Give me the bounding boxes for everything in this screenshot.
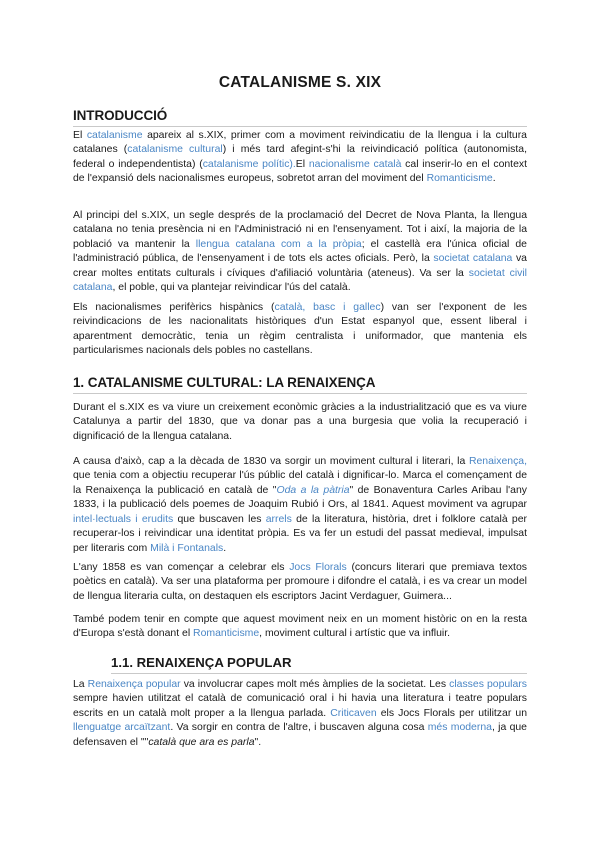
text-run: El (295, 158, 309, 170)
section1-paragraph-1 (73, 401, 527, 444)
text-run: Durant el s.XIX es va viure un creixement econòmic gràcies a la industrialització que es va viure Catalunya a partir del 1830, que va donar pas a una burgesia que volia la recuperació i dignificació de la llengua catalana. (73, 402, 527, 442)
document-title: CATALANISME S. XIX (218, 74, 382, 91)
text-run: català que ara es parla (148, 736, 255, 748)
text-run: cal inserir-lo en el context de l'expansió dels nacionalismes europeus, sobretot arran del moviment del (73, 158, 527, 185)
text-run: La (73, 679, 88, 690)
text-run: " de Bonaventura Carles Aribau l'any 1833, i la publicació dels poemes de Joaquim Rubió i Ors, al 1841. Aquest moviment va agrupar (73, 484, 527, 511)
text-run: Al principi del s.XIX, un segle després de la proclamació del Decret de Nova Planta, la llengua catalana no tenia presència ni en l'Administració ni en l'ensenyament. Tot i així, la majoria de la població va mantenir la (73, 210, 527, 250)
inline-link[interactable]: català, basc i gallec (274, 302, 381, 313)
inline-link[interactable]: Renaixença, (468, 456, 527, 467)
inline-link[interactable]: catalanisme polític). (202, 158, 296, 170)
inline-link[interactable]: llenguatge arcaïtzant (73, 722, 171, 734)
intro-paragraph-3 (73, 301, 527, 359)
heading-catalanisme-cultural: 1. CATALANISME CULTURAL: LA RENAIXENÇA (73, 375, 527, 394)
text-run: sempre havien utilitzat el català de comunicació oral i hi havia una literatura i teatre populars escrits en un català molt proper a la llengua parlada. (73, 693, 527, 719)
heading-introduccio: INTRODUCCIÓ (73, 108, 527, 127)
text-run: ". (254, 736, 262, 748)
intro-paragraph-2 (73, 209, 527, 296)
text-run: , ja que defensaven el "" (73, 722, 527, 748)
inline-link[interactable]: Oda a la pàtria (276, 484, 350, 496)
text-run: que buscaven les (173, 513, 266, 525)
inline-link[interactable]: Romanticisme (193, 628, 260, 640)
inline-link[interactable]: arrels (265, 513, 292, 525)
text-run: ) i més tard afegint-s'hi la reivindicació política (autonomista, federal o independentista) ( (73, 144, 527, 170)
text-run: de la literatura, història, dret i folklore català per recuperar-los i reivindicar una identitat pròpia. Es va fer un estudi del passat medieval, impulsat per literaris com (73, 513, 527, 554)
text-run: (concurs literari que premiava textos poètics en català). Va ser una plataforma per promoure i difondre el català, i es va crear un model de llengua literaria culta, on destaquen els escriptors Jacint Verdaguer, Guimera... (73, 562, 527, 602)
text-run: apareix al s.XIX, primer com a moviment reivindicatiu de la llengua i la cultura catalanes ( (73, 130, 527, 156)
intro-paragraph-1 (73, 129, 527, 187)
text-run: També podem tenir en compte que aquest moviment neix en un moment històric on en la resta d'Europa s'està donant el (73, 614, 527, 640)
text-run: els Jocs Florals per utilitzar un (376, 707, 527, 719)
inline-link[interactable]: Jocs Florals (289, 562, 347, 573)
text-run: ; el castellà era l'única oficial de l'administració pública, de l'ensenyament i de tots els actes oficials. Però, la (73, 238, 527, 265)
inline-link[interactable]: Romanticisme (426, 173, 493, 185)
inline-link[interactable]: Criticaven (330, 707, 377, 719)
inline-link[interactable]: intel·lectuals i erudits (73, 513, 174, 525)
heading-renaixenca-popular: 1.1. RENAIXENÇA POPULAR (111, 655, 527, 674)
text-run: . (223, 542, 227, 554)
text-run: , moviment cultural i artístic que va influir. (259, 628, 451, 640)
inline-link[interactable]: Milà i Fontanals (150, 542, 224, 554)
inline-link[interactable]: nacionalisme català (308, 158, 402, 170)
text-run: Els nacionalismes perifèrics hispànics ( (73, 302, 275, 313)
text-run: . Va sorgir en contra de l'altre, i buscaven alguna cosa (170, 722, 428, 734)
text-run: El (73, 130, 87, 141)
inline-link[interactable]: més moderna (427, 722, 492, 734)
text-run: va involucrar capes molt més àmplies de la societat. Les (180, 679, 450, 690)
section11-paragraph-1 (73, 678, 527, 750)
text-run: . (492, 173, 496, 185)
section1-paragraph-2 (73, 455, 527, 556)
section1-paragraph-3 (73, 561, 527, 604)
inline-link[interactable]: catalanisme cultural (127, 144, 223, 156)
section1-paragraph-4 (73, 613, 527, 642)
inline-link[interactable]: societat catalana (433, 253, 513, 265)
text-run: ) van ser l'exponent de les reivindicacions de les nacionalitats històriques d'un Estat espanyol que, essent liberal i aparentment democràtic, tenia un règim centralista i uniformador, que mantenia els particularismes nacionals dels pobles no castellans. (73, 302, 527, 357)
inline-link[interactable]: classes populars (449, 679, 527, 690)
inline-link[interactable]: societat civil catalana (73, 267, 528, 294)
text-run: L'any 1858 es van començar a celebrar els (73, 562, 290, 573)
text-run: A causa d'això, cap a la dècada de 1830 va sorgir un moviment cultural i literari, la (73, 456, 469, 467)
text-run: , el poble, qui va plantejar reivindicar l'ús del català. (112, 282, 351, 294)
text-run: que tenia com a objectiu recuperar l'ús públic del català i dignificar-lo. Marca el començament de la Renaixença la publicació en català de " (73, 470, 527, 496)
inline-link[interactable]: catalanisme (86, 130, 143, 141)
inline-link[interactable]: Renaixença popular (87, 679, 181, 690)
text-run: va crear moltes entitats culturals i cíviques d'afiliació voluntària (ateneus). Va ser la (73, 253, 527, 279)
inline-link[interactable]: llengua catalana com a la pròpia (195, 238, 362, 250)
